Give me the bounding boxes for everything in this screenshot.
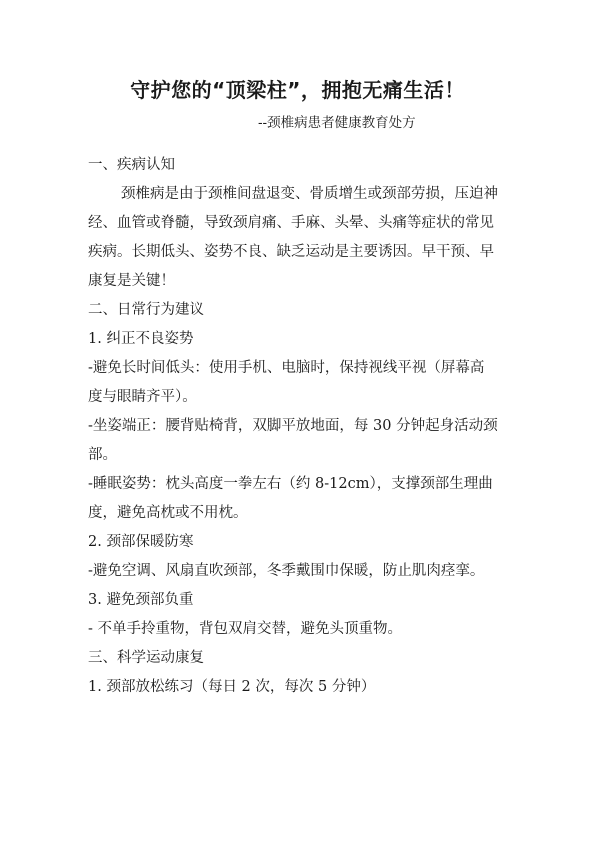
paragraph-line: 度，避免高枕或不用枕。 — [88, 505, 248, 521]
paragraph-line: 康复是关键！ — [88, 273, 175, 289]
paragraph-line: -避免空调、风扇直吹颈部，冬季戴围巾保暖，防止肌肉痉挛。 — [88, 563, 485, 579]
section-heading-disease-awareness: 一、疾病认知 — [88, 157, 175, 173]
subheading-avoid-load: 3. 避免颈部负重 — [88, 592, 194, 608]
paragraph-line: -避免长时间低头：使用手机、电脑时，保持视线平视（屏幕高 — [88, 360, 485, 376]
document-subtitle: --颈椎病患者健康教育处方 — [258, 115, 416, 131]
paragraph-line: 度与眼睛齐平）。 — [88, 389, 197, 405]
paragraph-line: - 不单手拎重物，背包双肩交替，避免头顶重物。 — [88, 621, 403, 637]
document-title: 守护您的“顶梁柱”，拥抱无痛生活！ — [130, 78, 465, 102]
paragraph-line: 经、血管或脊髓，导致颈肩痛、手麻、头晕、头痛等症状的常见 — [88, 215, 494, 231]
section-heading-exercise: 三、科学运动康复 — [88, 650, 204, 666]
paragraph-line: -睡眠姿势：枕头高度一拳左右（约 8-12cm），支撑颈部生理曲 — [88, 476, 493, 492]
paragraph-line: 部。 — [88, 447, 117, 463]
paragraph-line: 颈椎病是由于颈椎间盘退变、骨质增生或颈部劳损，压迫神 — [121, 186, 498, 202]
paragraph-line: -坐姿端正：腰背贴椅背，双脚平放地面，每 30 分钟起身活动颈 — [88, 418, 498, 434]
subheading-posture: 1. 纠正不良姿势 — [88, 331, 194, 347]
paragraph-line: 疾病。长期低头、姿势不良、缺乏运动是主要诱因。早干预、早 — [88, 244, 494, 260]
subheading-neck-warmth: 2. 颈部保暖防寒 — [88, 534, 194, 550]
subheading-neck-relaxation: 1. 颈部放松练习（每日 2 次，每次 5 分钟） — [88, 679, 376, 695]
section-heading-daily-advice: 二、日常行为建议 — [88, 302, 204, 318]
